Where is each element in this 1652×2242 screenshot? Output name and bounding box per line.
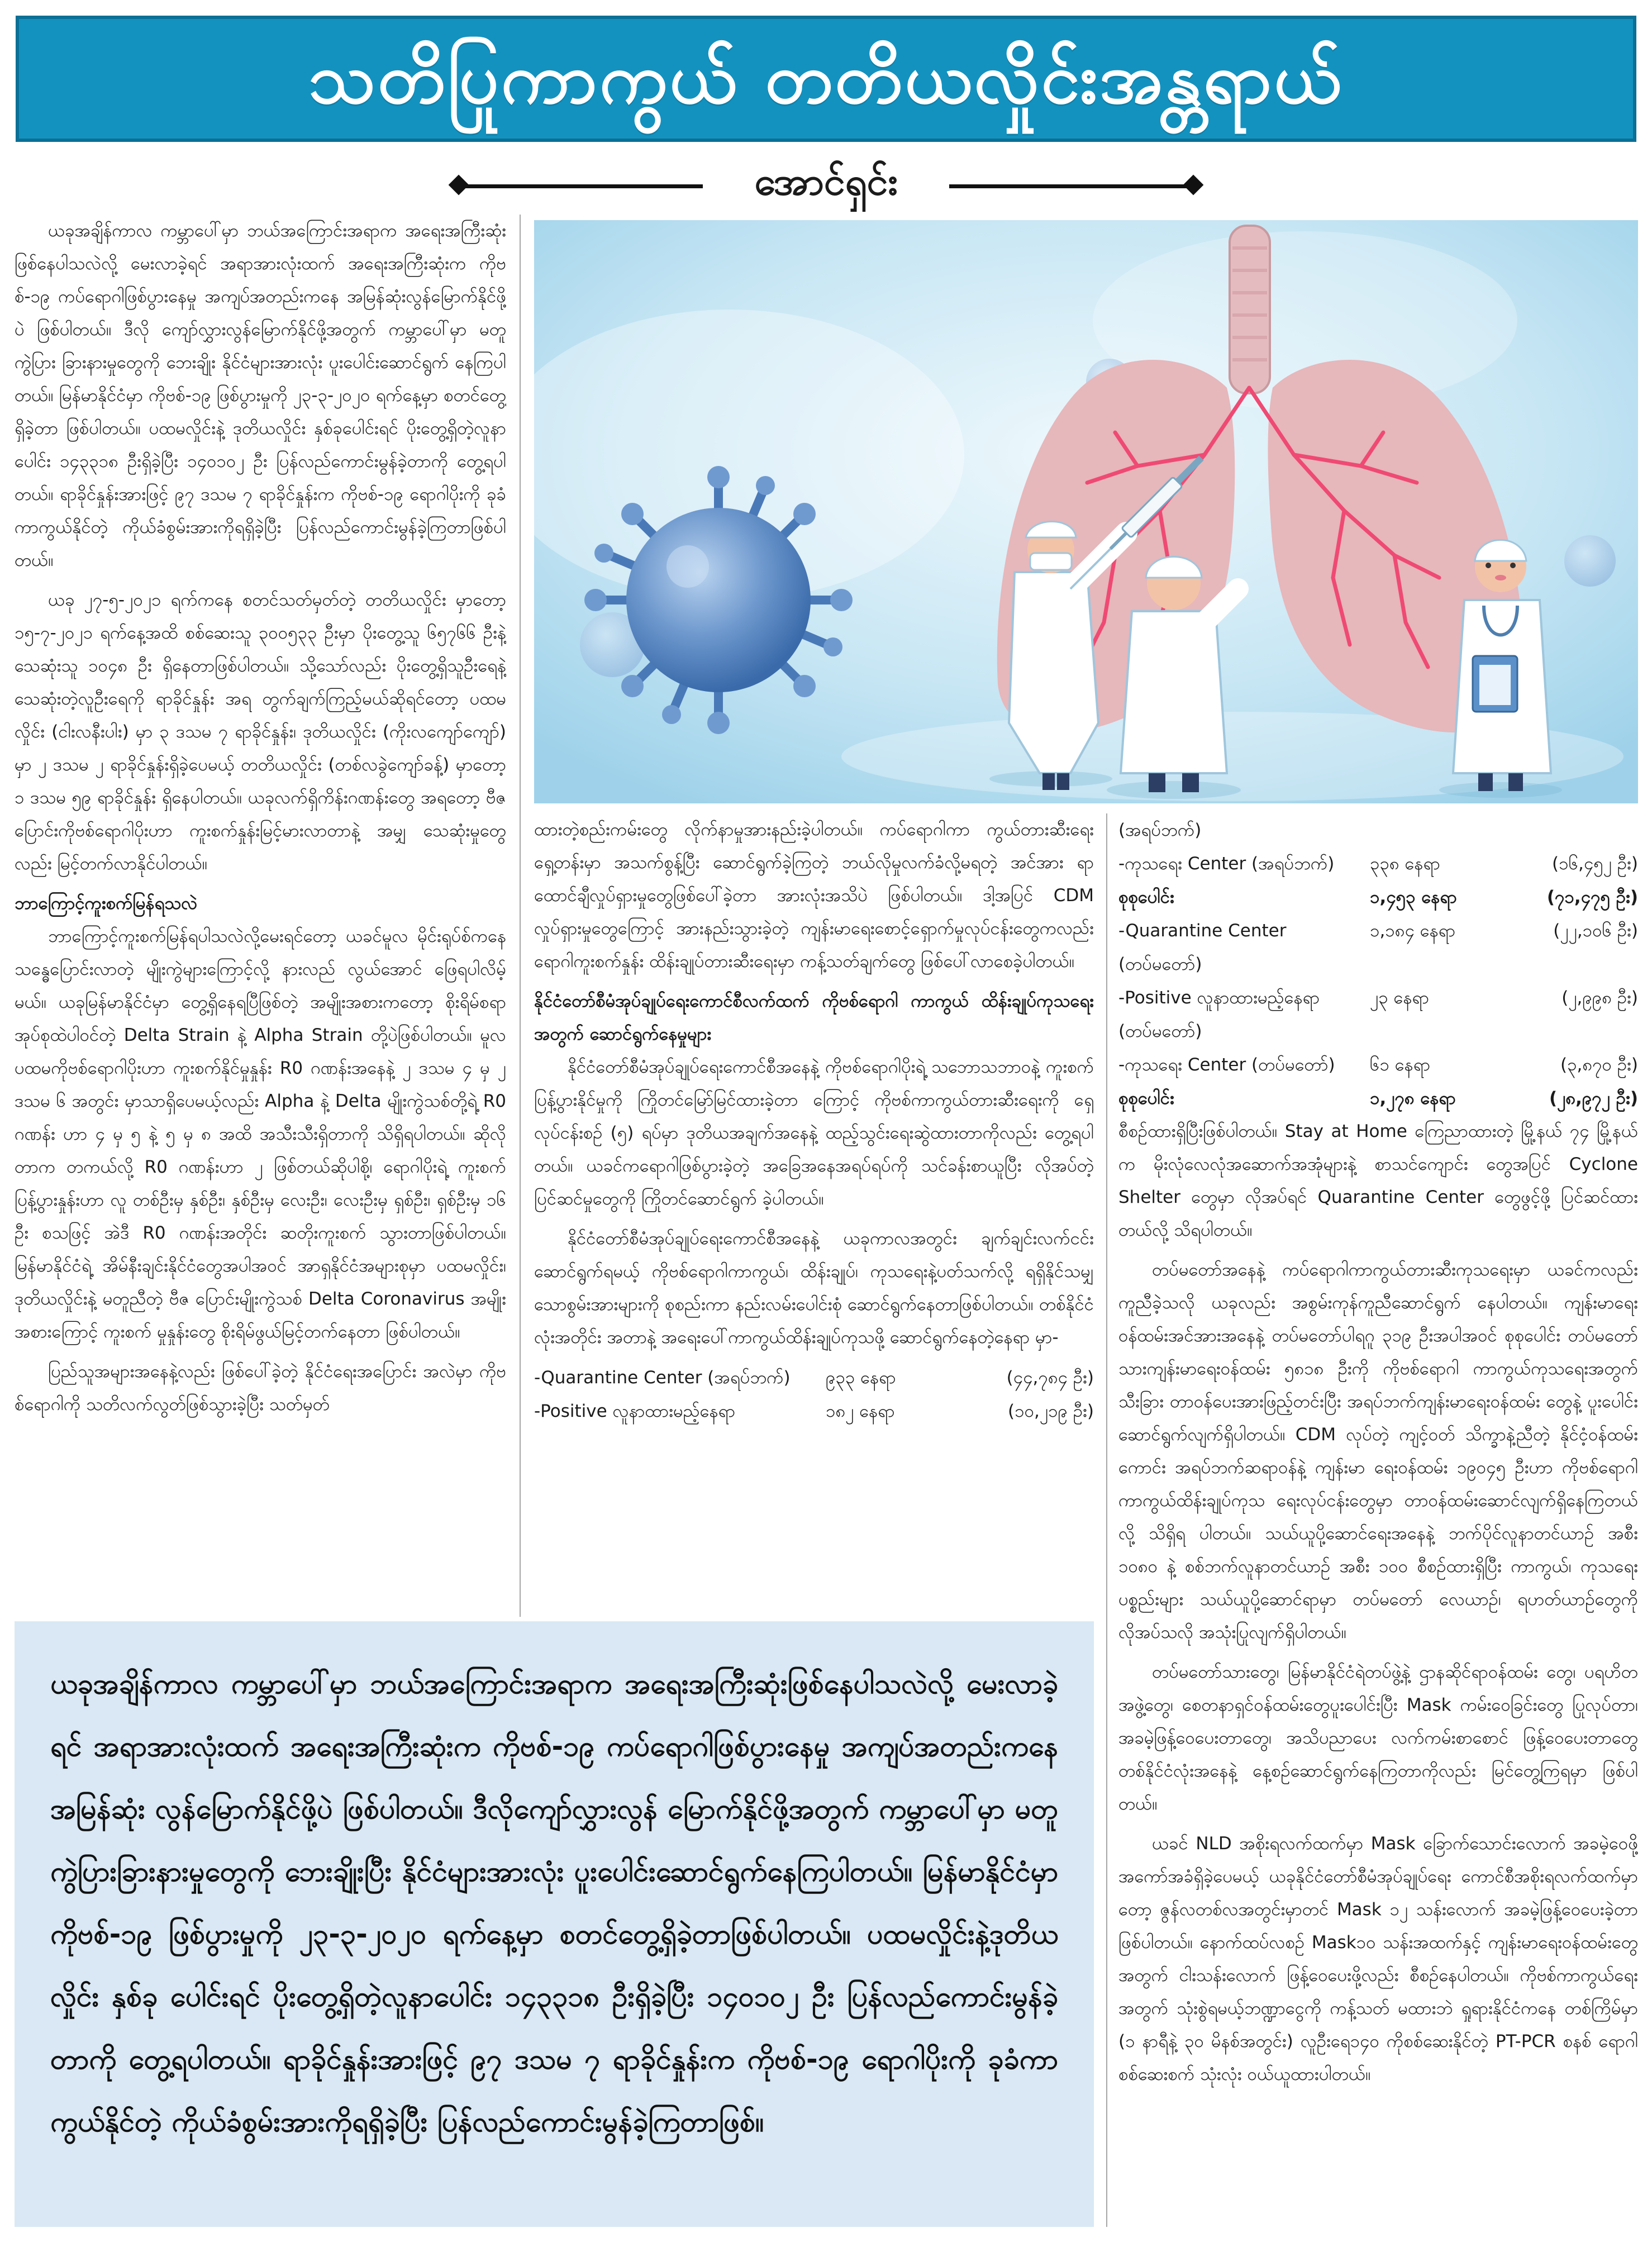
stats-row: [1118, 813, 1638, 847]
stats-location: စုစုပေါင်း: [1118, 887, 1174, 907]
byline-author: အောင်ရှင်း: [754, 160, 898, 204]
paragraph: ယခင် NLD အစိုးရလက်ထက်မှာ Mask ခြောက်သောင်းလောက် အခမဲ့ဝေဖို့ အကော်အခံရှိခဲ့ပေမယ့် ယခုနိုင်ငံတော်စီမံအုပ်ချုပ်ရေး ကောင်စီအစိုးရလက်ထက်မှာတော့ ဇွန်လတစ်လအတွင်းမှာတင် Mask ၁၂ သန်းလောက် အခမဲ့ဖြန့်ဝေပေးခဲ့တာဖြစ်ပါတယ်။ နောက်ထပ်လစဉ် Mask၁၀ သန်းအထက်နှင့် ကျန်းမာရေးဝန်ထမ်းတွေ အတွက် ငါးသန်းလောက် ဖြန့်ဝေပေးဖို့လည်း စီစဉ်နေပါတယ်။ ကိုဗစ်ကာကွယ်ရေးအတွက် သုံးစွဲရမယ့်ဘဏ္ဍာငွေကို ကန့်သတ် မထားဘဲ ရှုရားနိုင်ငံကနေ တစ်ကြိမ်မှာ (၁ နာရီနဲ့ ၃၀ မိနစ်အတွင်း) လူဦးရေ၁၄၀ ကိုစစ်ဆေးနိုင်တဲ့ PT-PCR စနစ် ရောဂါစစ်ဆေးစက် သုံးလုံး ဝယ်ယူထားပါတယ်။: [1118, 1834, 1638, 2084]
article-column-1: [15, 215, 506, 1617]
stats-people: [1510, 813, 1638, 847]
stats-row: [1118, 914, 1638, 948]
paragraph: တပ်မတော်အနေနဲ့ ကပ်ရောဂါကာကွယ်တားဆီးကုသရေးမှာ ယခင်ကလည်းကူညီခဲ့သလို ယခုလည်း အစွမ်းကုန်ကူညီဆောင်ရွက် နေပါတယ်။ ကျန်းမာရေးဝန်ထမ်းအင်အားအနေနဲ့ တပ်မတော်ပါရဂူ ၃၁၉ ဦးအပါအဝင် စုစုပေါင်း တပ်မတော်သားကျန်းမာရေးဝန်ထမ်း ၅၈၁၈ ဦးကို ကိုဗစ်ရောဂါ ကာကွယ်ကုသရေးအတွက် သီးခြား တာဝန်ပေးအားဖြည့်တင်းပြီး အရပ်ဘက်ကျန်းမာရေးဝန်ထမ်း တွေနဲ့ ပူးပေါင်းဆောင်ရွက်လျက်ရှိပါတယ်။ CDM လုပ်တဲ့ ကျင့်ဝတ် သိက္ခာနဲ့ညီတဲ့ နိုင်ငံ့ဝန်ထမ်းကောင်း အရပ်ဘက်ဆရာဝန်နဲ့ ကျန်းမာ ရေးဝန်ထမ်း ၁၉၀၄၅ ဦးဟာ ကိုဗစ်ရောဂါကာကွယ်ထိန်းချုပ်ကုသ ရေးလုပ်ငန်းတွေမှာ တာဝန်ထမ်းဆောင်လျက်ရှိနေကြတယ်လို့ သိရှိရ ပါတယ်။ သယ်ယူပို့ဆောင်ရေးအနေနဲ့ ဘက်ပိုင်လူနာတင်ယာဉ် အစီး ၁၀၈၀ နဲ့ စစ်ဘက်လူနာတင်ယာဉ် အစီး ၁၀၀ စီစဉ်ထားရှိပြီး ကာကွယ်၊ ကုသရေးပစ္စည်းများ သယ်ယူပို့ဆောင်ရာမှာ တပ်မတော် လေယာဉ်၊ ရဟတ်ယာဉ်တွေကို လိုအပ်သလို အသုံးပြုလျက်ရှိပါတယ်။: [1118, 1260, 1638, 1643]
stats-people: (၂၈,၉၇၂ ဦး): [1549, 1088, 1638, 1108]
paragraph: နိုင်ငံတော်စီမံအုပ်ချုပ်ရေးကောင်စီအနေနဲ့ ယခုကာလအတွင်း ချက်ချင်းလက်ငင်းဆောင်ရွက်ရမယ့် ကိုဗစ်ရောဂါကာကွယ်၊ ထိန်းချုပ်၊ ကုသရေးနဲ့ပတ်သက်လို့ ရရှိနိုင်သမျှသောစွမ်းအားများကို စုစည်းကာ နည်းလမ်းပေါင်းစုံ ဆောင်ရွက်နေတာဖြစ်ပါတယ်။ တစ်နိုင်ငံလုံးအတိုင်း အတာနဲ့ အရေးပေါ်ကာကွယ်ထိန်းချုပ်ကုသဖို့ ဆောင်ရွက်နေတဲ့နေရာ မှာ-: [534, 1229, 1094, 1348]
pull-quote-text: ယခုအချိန်ကာလ ကမ္ဘာပေါ်မှာ ဘယ်အကြောင်းအရာက အရေးအကြီးဆုံးဖြစ်နေပါသလဲလို့ မေးလာခဲ့ရင် အရာအားလုံးထက် အရေးအကြီးဆုံးက ကိုဗစ်-၁၉ ကပ်ရောဂါဖြစ်ပွားနေမှု အကျပ်အတည်းကနေ အမြန်ဆုံး လွန်မြောက်နိုင်ဖို့ပဲ ဖြစ်ပါတယ်။ ဒီလိုကျော်လွှားလွန် မြောက်နိုင်ဖို့အတွက် ကမ္ဘာပေါ်မှာ မတူကွဲပြားခြားနားမှုတွေကို ဘေးချိုးပြီး နိုင်ငံများအားလုံး ပူးပေါင်းဆောင်ရွက်နေကြပါတယ်။ မြန်မာနိုင်ငံမှာ ကိုဗစ်-၁၉ ဖြစ်ပွားမှုကို ၂၃-၃-၂၀၂၀ ရက်နေ့မှာ စတင်တွေ့ရှိခဲ့တာဖြစ်ပါတယ်။ ပထမလှိုင်းနဲ့ဒုတိယလှိုင်း နှစ်ခု ပေါင်းရင် ပိုးတွေ့ရှိတဲ့လူနာပေါင်း ၁၄၃၃၁၈ ဦးရှိခဲ့ပြီး ၁၄၀၁၀၂ ဦး ပြန်လည်ကောင်းမွန်ခဲ့တာကို တွေ့ရပါတယ်။ ရာခိုင်နှုန်းအားဖြင့် ၉၇ ဒသမ ၇ ရာခိုင်နှုန်းက ကိုဗစ်-၁၉ ရောဂါပိုးကို ခုခံကာကွယ်နိုင်တဲ့ ကိုယ်ခံစွမ်းအားကိုရရှိခဲ့ပြီး ပြန်လည်ကောင်းမွန်ခဲ့ကြတာဖြစ်။: [50, 1668, 1058, 2138]
stats-count: ၉၃၃ နေရာ: [826, 1368, 896, 1388]
stats-row: [534, 1361, 1094, 1394]
section-heading: နိုင်ငံတော်စီမံအုပ်ချုပ်ရေးကောင်စီလက်ထက် ကိုဗစ်ရောဂါ ကာကွယ် ထိန်းချုပ်ကုသရေးအတွက် ဆောင်ရွက်နေမှုများ: [534, 991, 1094, 1044]
paragraph: ပြည်သူအများအနေနဲ့လည်း ဖြစ်ပေါ်ခဲ့တဲ့ နိုင်ငံရေးအပြောင်း အလဲမှာ ကိုဗစ်ရောဂါကို သတိလက်လွတ်ဖြစ်သွားခဲ့ပြီး သတ်မှတ်: [15, 1362, 506, 1415]
byline-diamond-right-icon: [1183, 175, 1204, 196]
byline: [447, 159, 1205, 212]
byline-rule-left: [457, 184, 703, 188]
stats-row: [1118, 981, 1638, 1015]
stats-count: ၁,၄၅၃ နေရာ: [1370, 887, 1457, 907]
stats-location: (တပ်မတော်): [1118, 954, 1202, 974]
stats-location: (တပ်မတော်): [1118, 1021, 1202, 1041]
pull-quote-box: [15, 1621, 1094, 2227]
stats-total-row: [1118, 880, 1638, 914]
paragraph: တပ်မတော်သားတွေ၊ မြန်မာနိုင်ငံရဲတပ်ဖွဲ့နဲ့ ဌာနဆိုင်ရာဝန်ထမ်း တွေ၊ ပရဟိတအဖွဲ့တွေ၊ စေတနာရှင်ဝန်ထမ်းတွေပူးပေါင်းပြီး Mask ကမ်းဝေခြင်းတွေ ပြုလုပ်တာ၊ အခမဲ့ဖြန့်ဝေပေးတာတွေ၊ အသိပညာပေး လက်ကမ်းစာစောင် ဖြန့်ဝေပေးတာတွေ တစ်နိုင်ငံလုံးအနေနဲ့ နေ့စဉ်ဆောင်ရွက်နေကြတာကိုလည်း မြင်တွေ့ကြရမှာ ဖြစ်ပါတယ်။: [1118, 1662, 1638, 1814]
paragraph: ယခုအချိန်ကာလ ကမ္ဘာပေါ်မှာ ဘယ်အကြောင်းအရာက အရေးအကြီးဆုံးဖြစ်နေပါသလဲလို့ မေးလာခဲ့ရင် အရာအားလုံးထက် အရေးအကြီးဆုံးက ကိုဗစ်-၁၉ ကပ်ရောဂါဖြစ်ပွားနေမှု အကျပ်အတည်းကနေ အမြန်ဆုံးလွန်မြောက်နိုင်ဖို့ပဲ ဖြစ်ပါတယ်။ ဒီလို ကျော်လွှားလွန်မြောက်နိုင်ဖို့အတွက် ကမ္ဘာပေါ်မှာ မတူကွဲပြား ခြားနားမှုတွေကို ဘေးချိုး နိုင်ငံများအားလုံး ပူးပေါင်းဆောင်ရွက် နေကြပါတယ်။ မြန်မာနိုင်ငံမှာ ကိုဗစ်-၁၉ ဖြစ်ပွားမှုကို ၂၃-၃-၂၀၂၀ ရက်နေ့မှာ စတင်တွေ့ရှိခဲ့တာ ဖြစ်ပါတယ်။ ပထမလှိုင်းနဲ့ ဒုတိယလှိုင်း နှစ်ခုပေါင်းရင် ပိုးတွေ့ရှိတဲ့လူနာပေါင်း ၁၄၃၃၁၈ ဦးရှိခဲ့ပြီး ၁၄၀၁၀၂ ဦး ပြန်လည်ကောင်းမွန်ခဲ့တာကို တွေ့ရပါတယ်။ ရာခိုင်နှုန်းအားဖြင့် ၉၇ ဒသမ ၇ ရာခိုင်နှုန်းက ကိုဗစ်-၁၉ ရောဂါပိုးကို ခုခံကာကွယ်နိုင်တဲ့ ကိုယ်ခံစွမ်းအားကိုရရှိခဲ့ပြီး ပြန်လည်ကောင်းမွန်ခဲ့ကြတာဖြစ်ပါ တယ်။: [15, 221, 506, 570]
stats-row: [1118, 948, 1638, 981]
stats-location: စုစုပေါင်း: [1118, 1088, 1174, 1108]
stats-row: [1118, 1048, 1638, 1082]
paragraph: စီစဉ်ထားရှိပြီးဖြစ်ပါတယ်။ Stay at Home ကြေညာထားတဲ့ မြို့နယ် ၇၄ မြို့နယ်က မိုးလုံလေလုံအဆောက်အအုံများနဲ့ စာသင်ကျောင်း တွေအပြင် Cyclone Shelter တွေမှာ လိုအပ်ရင် Quarantine Center တွေဖွင့်ဖို့ ပြင်ဆင်ထားတယ်လို့ သိရပါတယ်။: [1118, 1121, 1638, 1240]
section-heading: ဘာကြောင့်ကူးစက်မြန်ရသလဲ: [15, 893, 198, 913]
virus-icon: [584, 466, 853, 734]
stats-row: [1118, 847, 1638, 880]
stats-location: (အရပ်ဘက်): [1118, 820, 1202, 840]
article-title-banner: [16, 16, 1636, 142]
stats-location: -Quarantine Center (အရပ်ဘက်): [534, 1368, 791, 1388]
facility-stats-list-continued: [1118, 813, 1638, 1115]
byline-rule-right: [949, 184, 1195, 188]
stats-people: (၄၄,၇၈၄ ဦး): [1006, 1368, 1094, 1388]
stats-row: [1118, 1015, 1638, 1048]
stats-location: -Positive လူနာထားမည့်နေရာ: [534, 1401, 736, 1421]
paragraph: ဘာကြောင့်ကူးစက်မြန်ရပါသလဲလို့မေးရင်တော့ ယခင်မူလ မိုင်းရုပ်စ်ကနေ သန္ဓေပြောင်းလာတဲ့ မျိုးကွဲများကြောင့်လို့ နားလည် လွယ်အောင် ဖြေရပါလိမ့်မယ်။ ယခုမြန်မာနိုင်ငံမှာ တွေ့ရှိနေရပြီဖြစ်တဲ့ အမျိုးအစားကတော့ စိုးရိမ်စရာအုပ်စုထဲပါဝင်တဲ့ Delta Strain နဲ့ Alpha Strain တို့ပဲဖြစ်ပါတယ်။ မူလပထမကိုဗစ်ရောဂါပိုးဟာ ကူးစက်နိုင်မှုနှုန်း R0 ဂဏန်းအနေနဲ့ ၂ ဒသမ ၄ မှ ၂ ဒသမ ၆ အတွင်း မှာသာရှိပေမယ့်လည်း Alpha နဲ့ Delta မျိုးကွဲသစ်တို့ရဲ့ R0 ဂဏန်း ဟာ ၄ မှ ၅ နဲ့ ၅ မှ ၈ အထိ အသီးသီးရှိတာကို သိရှိရပါတယ်။ ဆိုလို တာက တကယ်လို့ R0 ဂဏန်းဟာ ၂ ဖြစ်တယ်ဆိုပါစို့၊ ရောဂါပိုးရဲ့ ကူးစက်ပြန့်ပွားနှုန်းဟာ လူ တစ်ဦးမှ နှစ်ဦး၊ နှစ်ဦးမှ လေးဦး၊ လေးဦးမှ ရှစ်ဦး၊ ရှစ်ဦးမှ ၁၆ ဦး စသဖြင့် အဲဒီ R0 ဂဏန်းအတိုင်း ဆတိုးကူးစက် သွားတာဖြစ်ပါတယ်။ မြန်မာနိုင်ငံရဲ့ အိမ်နီးချင်းနိုင်ငံတွေအပါအဝင် အာရှနိုင်ငံအများစုမှာ ပထမလှိုင်း၊ ဒုတိယလှိုင်းနဲ့ မတူညီတဲ့ ဗီဇ ပြောင်းမျိုးကွဲသစ် Delta Coronavirus အမျိုးအစားကြောင့် ကူးစက် မှုနှုန်းတွေ စိုးရိမ်ဖွယ်မြင့်တက်နေတာ ဖြစ်ပါတယ်။: [15, 926, 506, 1342]
paragraph: နိုင်ငံတော်စီမံအုပ်ချုပ်ရေးကောင်စီအနေနဲ့ ကိုဗစ်ရောဂါပိုးရဲ့ သဘောသဘာဝနဲ့ ကူးစက်ပြန့်ပွားနိုင်မှုကို ကြိုတင်မြော်မြင်ထားခဲ့တာ ကြောင့် ကိုဗစ်ကာကွယ်တားဆီးရေးကို ရှေ့လုပ်ငန်းစဉ် (၅) ရပ်မှာ ဒုတိယအချက်အနေနဲ့ ထည့်သွင်းရေးဆွဲထားတာကိုလည်း တွေ့ရပါ တယ်။ ယခင်ကရောဂါဖြစ်ပွားခဲ့တဲ့ အခြေအနေအရပ်ရပ်ကို သင်ခန်းစာယူပြီး လိုအပ်တဲ့ပြင်ဆင်မှုတွေကို ကြိုတင်ဆောင်ရွက် ခဲ့ပါတယ်။: [534, 1057, 1094, 1209]
stats-count: [1370, 813, 1510, 847]
illustration-svg: [534, 220, 1638, 803]
stats-people: (၂၂,၁၀၆ ဦး): [1553, 921, 1638, 941]
stats-people: [1510, 1015, 1638, 1048]
column-divider-1: [520, 215, 521, 1617]
paragraph: ထားတဲ့စည်းကမ်းတွေ လိုက်နာမှုအားနည်းခဲ့ပါတယ်။ ကပ်ရောဂါကာ ကွယ်တားဆီးရေးရှေ့တန်းမှာ အသက်စွန့်ပြီး ဆောင်ရွက်ခဲ့ကြတဲ့ ဘယ်လိုမှုလက်ခံလို့မရတဲ့ အင်အား ရာထောင်ချီလှုပ်ရှားမှုတွေဖြစ်ပေါ်ခဲ့တာ အားလုံးအသိပဲ ဖြစ်ပါတယ်။ ဒါ့အပြင် CDM လှုပ်ရှားမှုတွေကြောင့် အားနည်းသွားခဲ့တဲ့ ကျန်းမာရေးစောင့်ရှောက်မှုလုပ်ငန်းတွေကလည်း ရောဂါကူးစက်နှုန်း ထိန်းချုပ်တားဆီးရေးမှာ ကန့်သတ်ချက်တွေ ဖြစ်ပေါ်လာစေခဲ့ပါတယ်။: [534, 820, 1094, 972]
stats-count: ၆၁ နေရာ: [1370, 1055, 1431, 1075]
stats-count: ၁,၁၈၄ နေရာ: [1370, 921, 1456, 941]
article-illustration: [534, 220, 1638, 803]
article-column-3: [1118, 813, 1638, 2227]
stats-count: ၂၃ နေရာ: [1370, 988, 1429, 1008]
article-title: သတိပြုကာကွယ် တတိယလှိုင်းအန္တရာယ်: [308, 39, 1344, 119]
stats-location: -Positive လူနာထားမည့်နေရာ: [1118, 988, 1320, 1008]
stats-people: (၁၆,၄၅၂ ဦး): [1552, 854, 1638, 874]
stats-count: ၁၈၂ နေရာ: [826, 1401, 895, 1421]
stats-people: (၂,၉၉၈ ဦး): [1561, 988, 1638, 1008]
paragraph: ယခု ၂၇-၅-၂၀၂၁ ရက်ကနေ စတင်သတ်မှတ်တဲ့ တတိယလှိုင်း မှာတော့ ၁၅-၇-၂၀၂၁ ရက်နေ့အထိ စစ်ဆေးသူ ၃၀၀၅၃၃ ဦးမှာ ပိုးတွေ့သူ ၆၅၇၆၆ ဦးနဲ့ သေဆုံးသူ ၁၀၄၈ ဦး ရှိနေတာဖြစ်ပါတယ်။ သို့သော်လည်း ပိုးတွေ့ရှိသူဦးရေနဲ့ သေဆုံးတဲ့လူဦးရေကို ရာခိုင်နှုန်း အရ တွက်ချက်ကြည့်မယ်ဆိုရင်တော့ ပထမလှိုင်း (ငါးလနီးပါး) မှာ ၃ ဒသမ ၇ ရာခိုင်နှုန်း၊ ဒုတိယလှိုင်း (ကိုးလကျော်ကျော်) မှာ ၂ ဒသမ ၂ ရာခိုင်နှုန်းရှိခဲ့ပေမယ့် တတိယလှိုင်း (တစ်လခွဲကျော်ခန့်) မှာတော့ ၁ ဒသမ ၅၉ ရာခိုင်နှုန်း ရှိနေပါတယ်။ ယခုလက်ရှိကိန်းဂဏန်းတွေ အရတော့ ဗီဇပြောင်းကိုဗစ်ရောဂါပိုးဟာ ကူးစက်နှုန်းမြင့်မားလာတာနဲ့ အမျှ သေဆုံးမှုတွေလည်း မြင့်တက်လာနိုင်ပါတယ်။: [15, 590, 506, 874]
stats-location: -ကုသရေး Center (တပ်မတော်): [1118, 1055, 1335, 1075]
stats-count: ၁,၂၇၈ နေရာ: [1370, 1088, 1456, 1108]
stats-location: -ကုသရေး Center (အရပ်ဘက်): [1118, 854, 1335, 874]
stats-people: (၃,၈၇၀ ဦး): [1560, 1055, 1638, 1075]
stats-people: [1510, 948, 1638, 981]
stats-total-row: [1118, 1082, 1638, 1115]
stats-count: ၃၃၈ နေရာ: [1370, 854, 1440, 874]
stats-count: [1370, 948, 1510, 981]
article-column-2: [534, 813, 1094, 1609]
stats-people: (၁၀,၂၁၉ ဦး): [1008, 1401, 1094, 1421]
stats-count: [1370, 1015, 1510, 1048]
facility-stats-list: [534, 1361, 1094, 1428]
stats-location: -Quarantine Center: [1118, 921, 1287, 941]
stats-row: [534, 1394, 1094, 1428]
stats-people: (၇၁,၄၇၅ ဦး): [1546, 887, 1638, 907]
column-divider-2: [1106, 813, 1107, 2227]
